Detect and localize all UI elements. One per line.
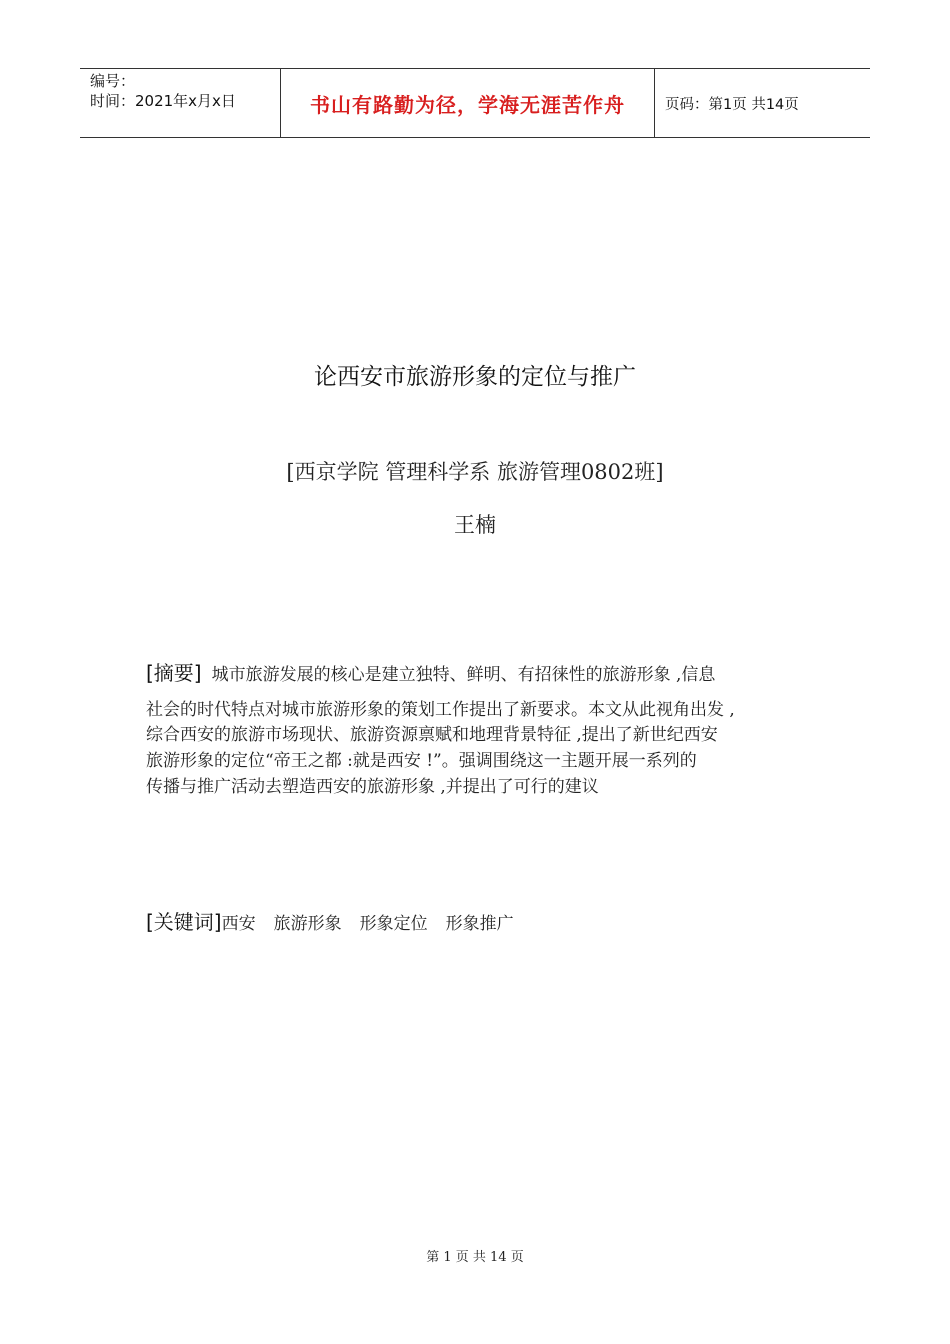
header-meta <box>80 69 281 137</box>
document-title: 论西安市旅游形象的定位与推广 <box>314 364 636 390</box>
author-affiliation: [西京学院 管理科学系 旅游管理0802班] <box>286 460 664 484</box>
page-footer: 第 1 页 共 14 页 <box>426 1250 524 1265</box>
abstract-first-line <box>146 657 826 686</box>
abstract-line: 综合西安的旅游市场现状、旅游资源禀赋和地理背景特征 ,提出了新世纪西安 <box>146 725 718 745</box>
abstract-label: [摘要] <box>146 661 202 685</box>
keyword-item: 形象定位 <box>359 914 428 934</box>
keyword-item: 西安 <box>221 914 256 934</box>
keyword-item: 旅游形象 <box>273 914 342 934</box>
abstract-line: 社会的时代特点对城市旅游形象的策划工作提出了新要求。本文从此视角出发 , <box>146 700 735 720</box>
page-header <box>80 68 870 138</box>
time-label: 时间：2021年x月x日 <box>90 92 236 110</box>
abstract-line: 旅游形象的定位“帝王之都 :就是西安 !”。强调围绕这一主题开展一系列的 <box>146 751 697 771</box>
keywords-line <box>146 906 532 935</box>
number-label: 编号： <box>90 72 136 90</box>
keywords-label: [关键词] <box>146 910 222 934</box>
abstract-line: 传播与推广活动去塑造西安的旅游形象 ,并提出了可行的建议 <box>146 777 599 797</box>
header-page-info: 页码：第1页 共14页 <box>665 96 799 113</box>
abstract-line: 城市旅游发展的核心是建立独特、鲜明、有招徕性的旅游形象 ,信息 <box>211 665 716 685</box>
header-motto: 书山有路勤为径，学海无涯苦作舟 <box>281 69 655 137</box>
keyword-item: 形象推广 <box>445 914 514 934</box>
author-name: 王楠 <box>454 513 496 537</box>
